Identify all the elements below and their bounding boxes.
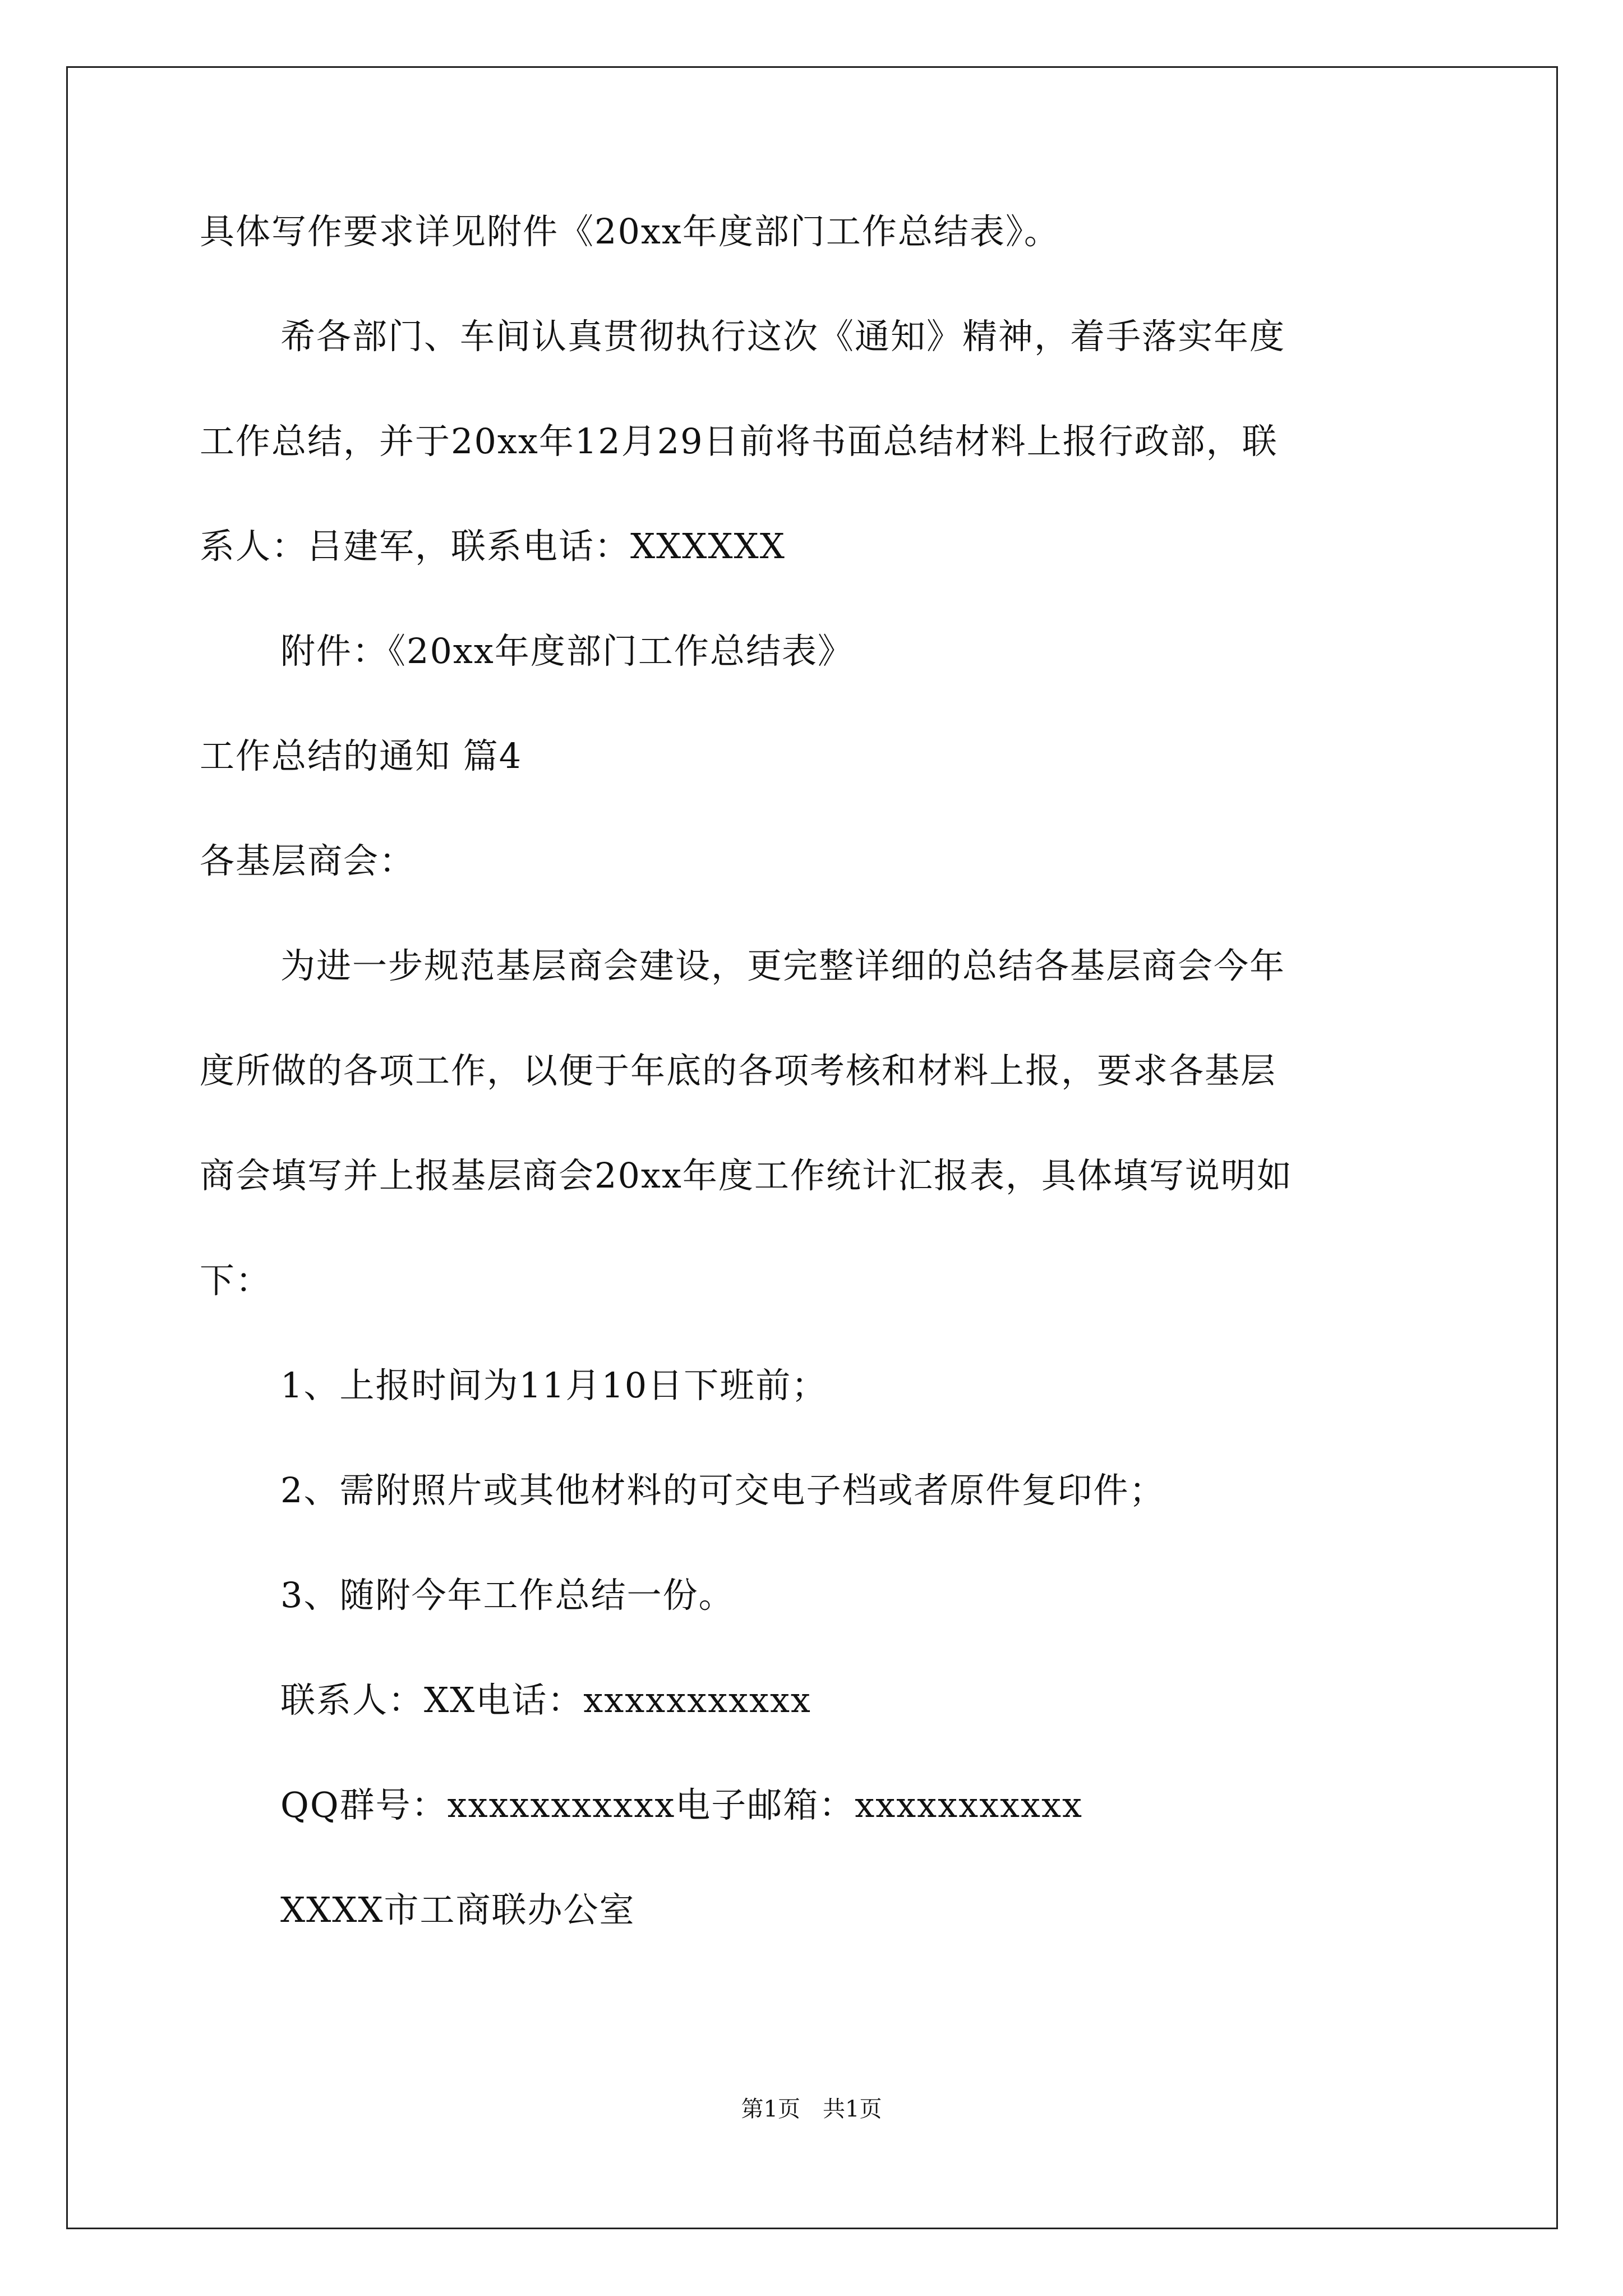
salutation: 各基层商会：: [200, 840, 416, 881]
text-line: 附件：《20xx年度部门工作总结表》: [280, 631, 854, 671]
text-line: 系人：吕建军，联系电话：XXXXXX: [200, 526, 786, 567]
contact-line: QQ群号：xxxxxxxxxxx电子邮箱：xxxxxxxxxxx: [280, 1784, 1083, 1825]
text-line: 商会填写并上报基层商会20xx年度工作统计汇报表，具体填写说明如: [200, 1155, 1293, 1196]
list-item: 2、需附照片或其他材料的可交电子档或者原件复印件；: [280, 1470, 1165, 1511]
text-line: 度所做的各项工作，以便于年底的各项考核和材料上报，要求各基层: [200, 1050, 1277, 1091]
list-item: 1、上报时间为11月10日下班前；: [280, 1365, 828, 1406]
text-line: 具体写作要求详见附件《20xx年度部门工作总结表》。: [200, 211, 1060, 252]
signature-line: XXXX市工商联办公室: [280, 1889, 635, 1930]
text-line: 工作总结，并于20xx年12月29日前将书面总结材料上报行政部，联: [200, 421, 1278, 462]
contact-line: 联系人：XX电话：xxxxxxxxxxx: [280, 1680, 811, 1720]
section-heading: 工作总结的通知 篇4: [200, 735, 523, 776]
text-line: 希各部门、车间认真贯彻执行这次《通知》精神，着手落实年度: [280, 316, 1286, 357]
text-line: 下：: [200, 1260, 272, 1301]
page-footer: 第1页 共1页: [741, 2096, 882, 2122]
list-item: 3、随附今年工作总结一份。: [280, 1575, 735, 1616]
text-line: 为进一步规范基层商会建设，更完整详细的总结各基层商会今年: [280, 945, 1286, 986]
